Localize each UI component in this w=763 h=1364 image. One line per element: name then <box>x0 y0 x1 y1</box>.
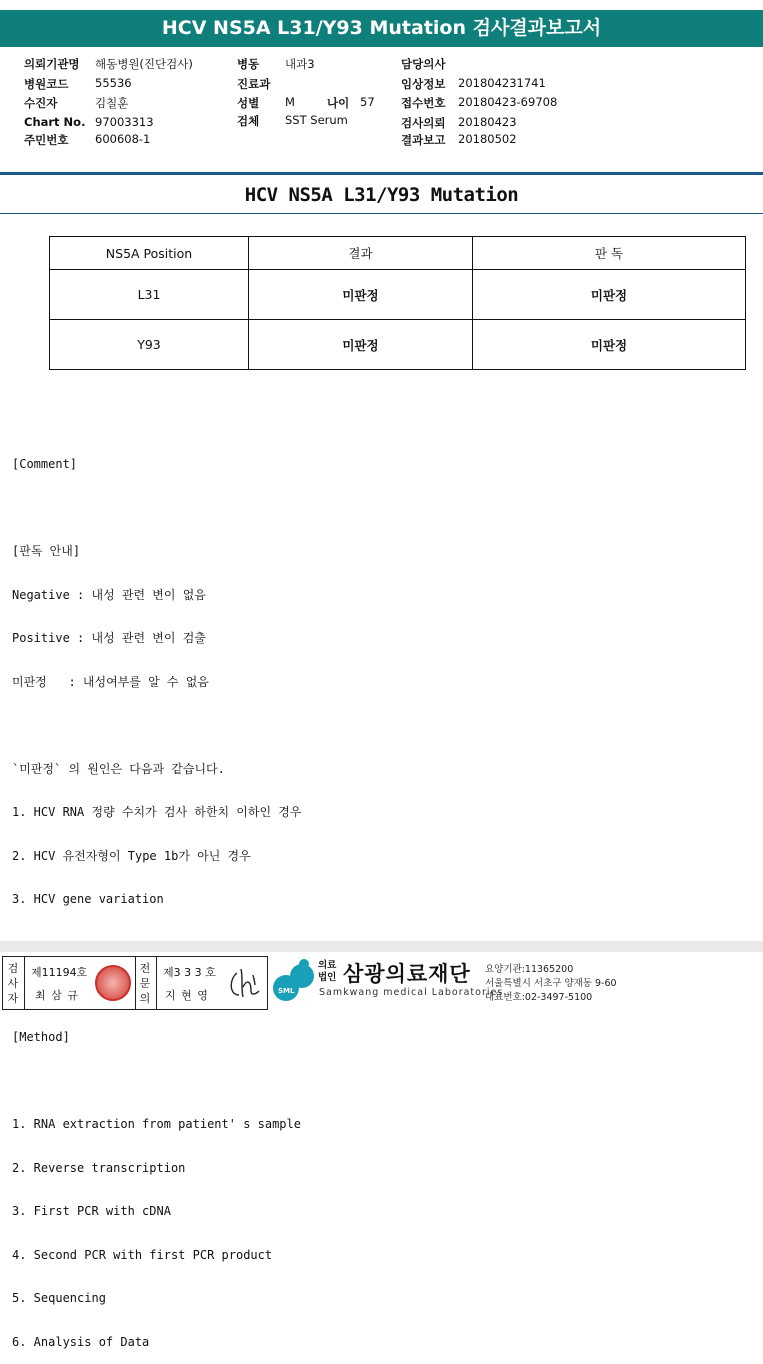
guide-line: Negative : 내성 관련 변이 없음 <box>12 587 206 602</box>
cell-interpretation: 미판정 <box>473 320 746 370</box>
section-divider-thick <box>0 172 763 175</box>
patient-value: 김칠훈 <box>95 96 129 110</box>
results-header-row <box>50 237 746 270</box>
cell-position: L31 <box>50 270 249 320</box>
table-row <box>50 270 746 320</box>
specimen-value: SST Serum <box>285 113 348 127</box>
reason-line: 2. HCV 유전자형이 Type 1b가 아닌 경우 <box>12 848 251 863</box>
sex-value: M <box>285 95 295 109</box>
guide-heading: [판독 안내] <box>12 544 81 558</box>
org-name: 삼광의료재단 <box>343 962 471 986</box>
reason-line: 1. HCV RNA 정량 수치가 검사 하한치 이하인 경우 <box>12 805 302 819</box>
header-interpretation: 판 독 <box>473 237 746 270</box>
ward-label: 병동 <box>237 57 260 71</box>
method-step: 1. RNA extraction from patient' s sample <box>12 1117 301 1131</box>
sex-label: 성별 <box>237 96 260 110</box>
header-result: 결과 <box>249 237 473 270</box>
institution-value: 해동병원(진단검사) <box>95 57 193 71</box>
report-date-value: 20180502 <box>458 132 517 146</box>
reviewer-license: 제3 3 3 호 <box>163 966 216 979</box>
chart-no-value: 97003313 <box>95 115 154 129</box>
method-step: 6. Analysis of Data <box>12 1334 150 1349</box>
hospital-code-label: 병원코드 <box>24 77 69 91</box>
section-title: HCV NS5A L31/Y93 Mutation <box>244 184 519 206</box>
footer-bar <box>0 941 763 952</box>
org-phone: 대표번호:02-3497-5100 <box>485 992 593 1003</box>
signature-box <box>2 956 268 1010</box>
examiner-label: 검 사 자 <box>7 962 19 1005</box>
doctor-label: 담당의사 <box>401 57 446 71</box>
chart-no-label: Chart No. <box>24 115 86 129</box>
request-date-value: 20180423 <box>458 115 517 129</box>
org-prefix-2: 법인 <box>318 972 337 983</box>
guide-line: Positive : 내성 관련 변이 검출 <box>12 631 206 645</box>
receipt-no-value: 20180423-69708 <box>458 95 558 109</box>
institution-label: 의뢰기관명 <box>24 57 80 71</box>
patient-label: 수진자 <box>24 96 58 110</box>
method-step: 3. First PCR with cDNA <box>12 1204 171 1218</box>
resident-no-label: 주민번호 <box>24 133 69 147</box>
table-row <box>50 320 746 370</box>
org-english-name: Samkwang medical Laboratories <box>319 987 504 998</box>
specimen-label: 검체 <box>237 114 260 128</box>
reason-intro: `미판정` 의 원인은 다음과 같습니다. <box>12 761 225 776</box>
request-date-label: 검사의뢰 <box>401 116 446 130</box>
sml-logo-icon <box>272 958 320 1004</box>
section-divider-thin <box>0 213 763 214</box>
organization-block <box>318 958 763 1008</box>
clinical-info-label: 임상정보 <box>401 77 446 91</box>
signature-image <box>225 965 265 1003</box>
reason-line: 3. HCV gene variation <box>12 892 164 906</box>
receipt-no-label: 접수번호 <box>401 96 446 110</box>
hospital-code-value: 55536 <box>95 76 132 90</box>
age-value: 57 <box>360 95 375 109</box>
seal-stamp <box>95 965 131 1001</box>
comment-heading: [Comment] <box>12 457 78 471</box>
age-label: 나이 <box>327 96 350 110</box>
guide-line: 미판정 : 내성여부를 알 수 없음 <box>12 674 209 689</box>
results-table <box>49 236 746 370</box>
cell-result: 미판정 <box>249 270 473 320</box>
dept-label: 진료과 <box>237 77 271 91</box>
report-date-label: 결과보고 <box>401 133 446 147</box>
org-address: 서울특별시 서초구 양재동 9-60 <box>485 978 617 989</box>
reviewer-label: 전 문 의 <box>139 962 151 1005</box>
patient-info-block <box>0 54 763 154</box>
resident-no-value: 600608-1 <box>95 132 151 146</box>
logo-text: SML <box>278 987 295 995</box>
examiner-license: 제11194호 <box>31 966 88 979</box>
cell-result: 미판정 <box>249 320 473 370</box>
cell-interpretation: 미판정 <box>473 270 746 320</box>
clinical-info-value: 201804231741 <box>458 76 546 90</box>
comment-section <box>12 428 752 1364</box>
report-title: HCV NS5A L31/Y93 Mutation 검사결과보고서 <box>0 10 763 47</box>
method-step: 5. Sequencing <box>12 1291 106 1305</box>
examiner-name: 최 삼 규 <box>35 989 79 1002</box>
header-position: NS5A Position <box>50 237 249 270</box>
org-prefix-1: 의료 <box>318 960 337 971</box>
reviewer-name: 지 현 영 <box>165 989 209 1002</box>
care-code: 요양기관:11365200 <box>485 964 574 975</box>
method-heading: [Method] <box>12 1030 70 1044</box>
method-step: 2. Reverse transcription <box>12 1160 186 1175</box>
ward-value: 내과3 <box>285 57 315 71</box>
cell-position: Y93 <box>50 320 249 370</box>
method-step: 4. Second PCR with first PCR product <box>12 1247 273 1262</box>
